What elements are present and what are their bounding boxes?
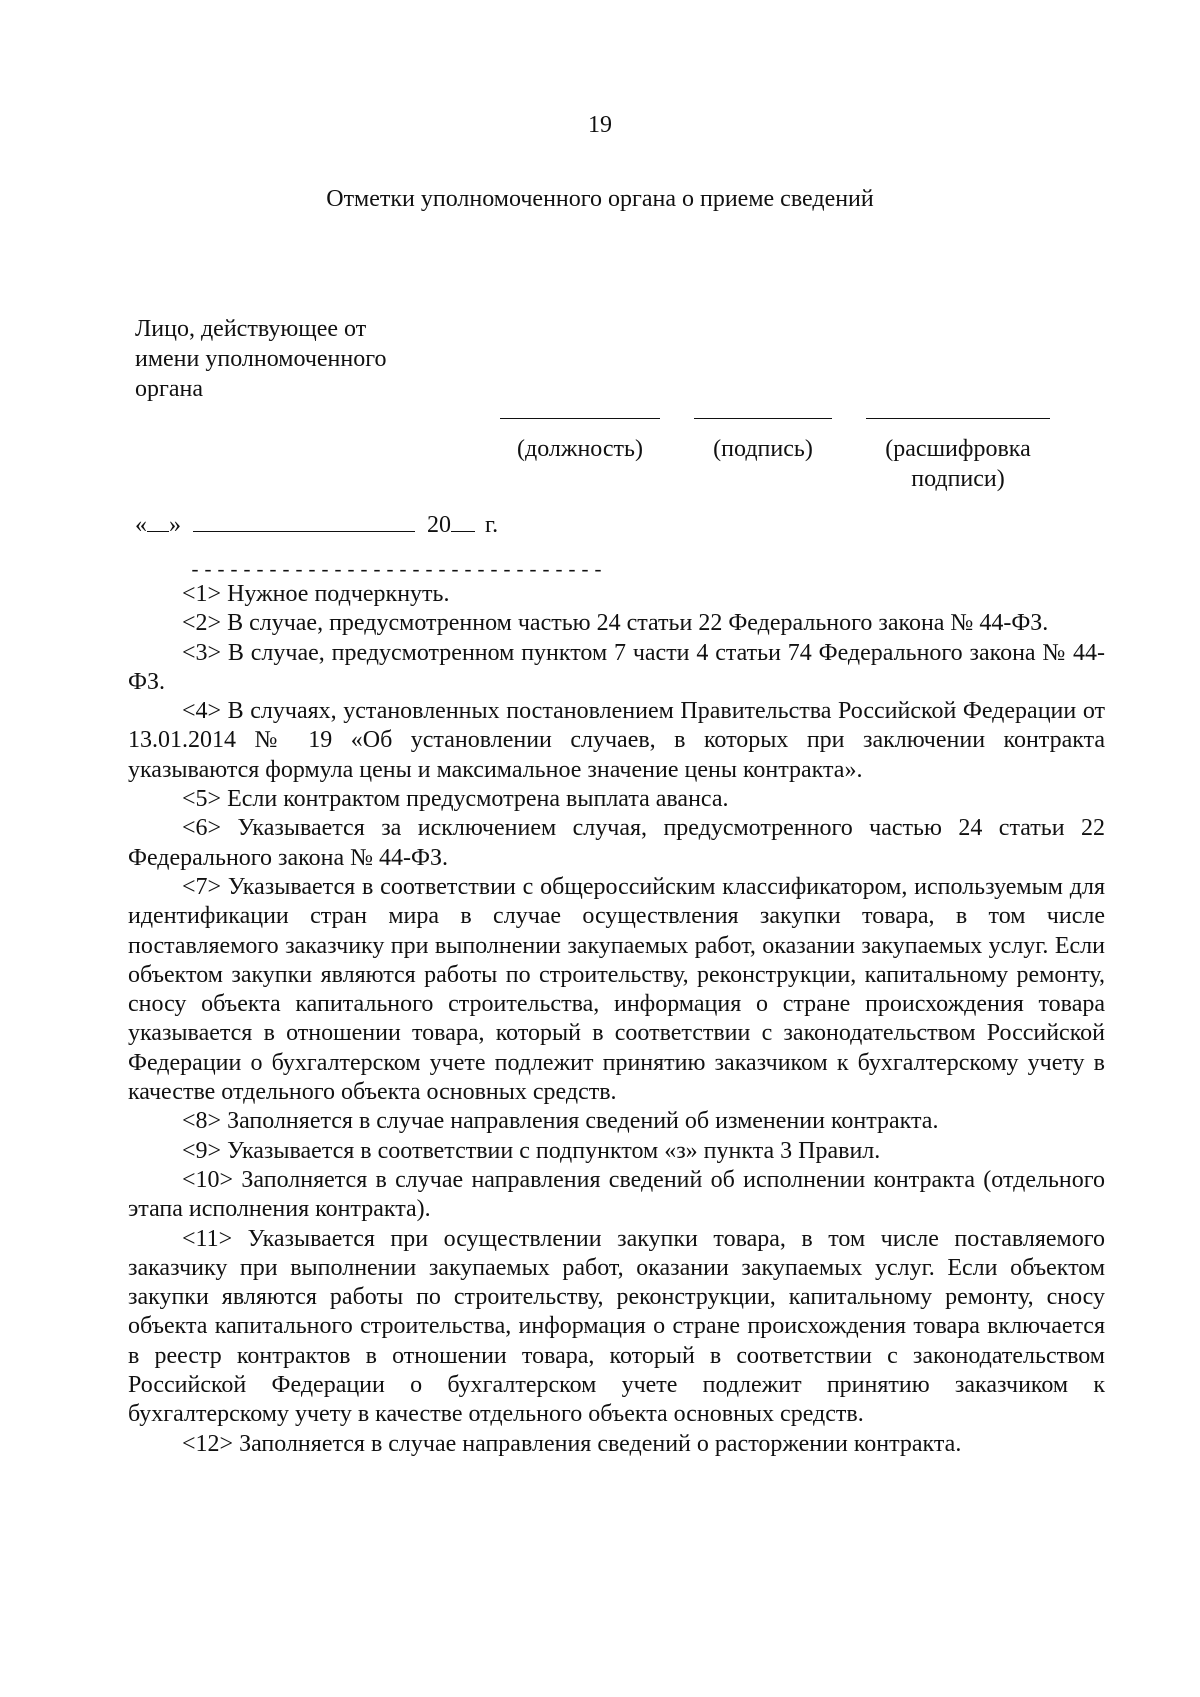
decoding-line bbox=[866, 418, 1050, 419]
footnote: <2> В случае, предусмотренном частью 24 статьи 22 Федерального закона № 44-ФЗ. bbox=[182, 610, 1049, 637]
page-number: 19 bbox=[588, 112, 612, 138]
footnote: <11> Указывается при осуществлении закупки товара, в том числе поставляемого заказчику при выполнении закупаемых работ, оказании закупаемых услуг. Если объектом закупки являются работы по строительству, реконструкции, капитальному ремонту, сносу объекта капитального строительства, информация о стране происхождения товара включается в реестр контрактов в отношении товара, который в соответствии с законодательством Российской Федерации о бухгалтерском учете подлежит принятию заказчиком к бухгалтерскому учету в качестве отдельного объекта основных средств. bbox=[128, 1225, 1105, 1428]
footnote: <8> Заполняется в случае направления сведений об изменении контракта. bbox=[182, 1108, 939, 1135]
footnote: <1> Нужное подчеркнуть. bbox=[182, 581, 450, 607]
footnote: <9> Указывается в соответствии с подпунктом «з» пункта 3 Правил. bbox=[182, 1137, 881, 1164]
page-title: Отметки уполномоченного органа о приеме сведений bbox=[326, 186, 874, 212]
footnotes bbox=[128, 580, 1105, 1459]
date-line bbox=[135, 512, 498, 539]
footnote: <4> В случаях, установленных постановлением Правительства Российской Федерации от 13.01.2014 № 19 «Об установлении случаев, в которых при заключении контракта указываются формула цены и максимальное значение цены контракта». bbox=[128, 698, 1105, 783]
footnote: <12> Заполняется в случае направления сведений о расторжении контракта. bbox=[182, 1430, 962, 1457]
date-open-quote: « bbox=[135, 512, 147, 538]
day-blank bbox=[147, 530, 169, 532]
position-caption: (должность) bbox=[517, 436, 643, 462]
footnote: <3> В случае, предусмотренном пунктом 7 части 4 статьи 74 Федерального закона № 44-ФЗ. bbox=[128, 639, 1105, 695]
decoding-caption: (расшифровка подписи) bbox=[885, 436, 1031, 492]
month-blank bbox=[193, 530, 415, 532]
signature-line bbox=[694, 418, 832, 419]
year-blank bbox=[451, 530, 475, 532]
person-label: Лицо, действующее от имени уполномоченного органа bbox=[135, 316, 387, 402]
year-suffix: г. bbox=[485, 512, 499, 538]
signature-caption: (подпись) bbox=[713, 436, 813, 462]
footnote: <5> Если контрактом предусмотрена выплата аванса. bbox=[182, 786, 729, 813]
footnote-separator: -------------------------------- bbox=[189, 560, 606, 583]
footnote: <6> Указывается за исключением случая, предусмотренного частью 24 статьи 22 Федерального закона № 44-ФЗ. bbox=[128, 815, 1105, 871]
footnote: <10> Заполняется в случае направления сведений об исполнении контракта (отдельного этапа исполнения контракта). bbox=[128, 1166, 1105, 1223]
year-prefix: 20 bbox=[427, 512, 451, 538]
position-line bbox=[500, 418, 660, 419]
footnote: <7> Указывается в соответствии с общероссийским классификатором, используемым для идентификации стран мира в случае осуществления закупки товара, в том числе поставляемого заказчику при выполнении закупаемых работ, оказании закупаемых услуг. Если объектом закупки являются работы по строительству, реконструкции, капитальному ремонту, сносу объекта капитального строительства, информация о стране происхождения товара указывается в отношении товара, который в соответствии с законодательством Российской Федерации о бухгалтерском учете подлежит принятию заказчиком к бухгалтерскому учету в качестве отдельного объекта основных средств. bbox=[128, 873, 1105, 1106]
date-close-quote: » bbox=[169, 512, 181, 538]
